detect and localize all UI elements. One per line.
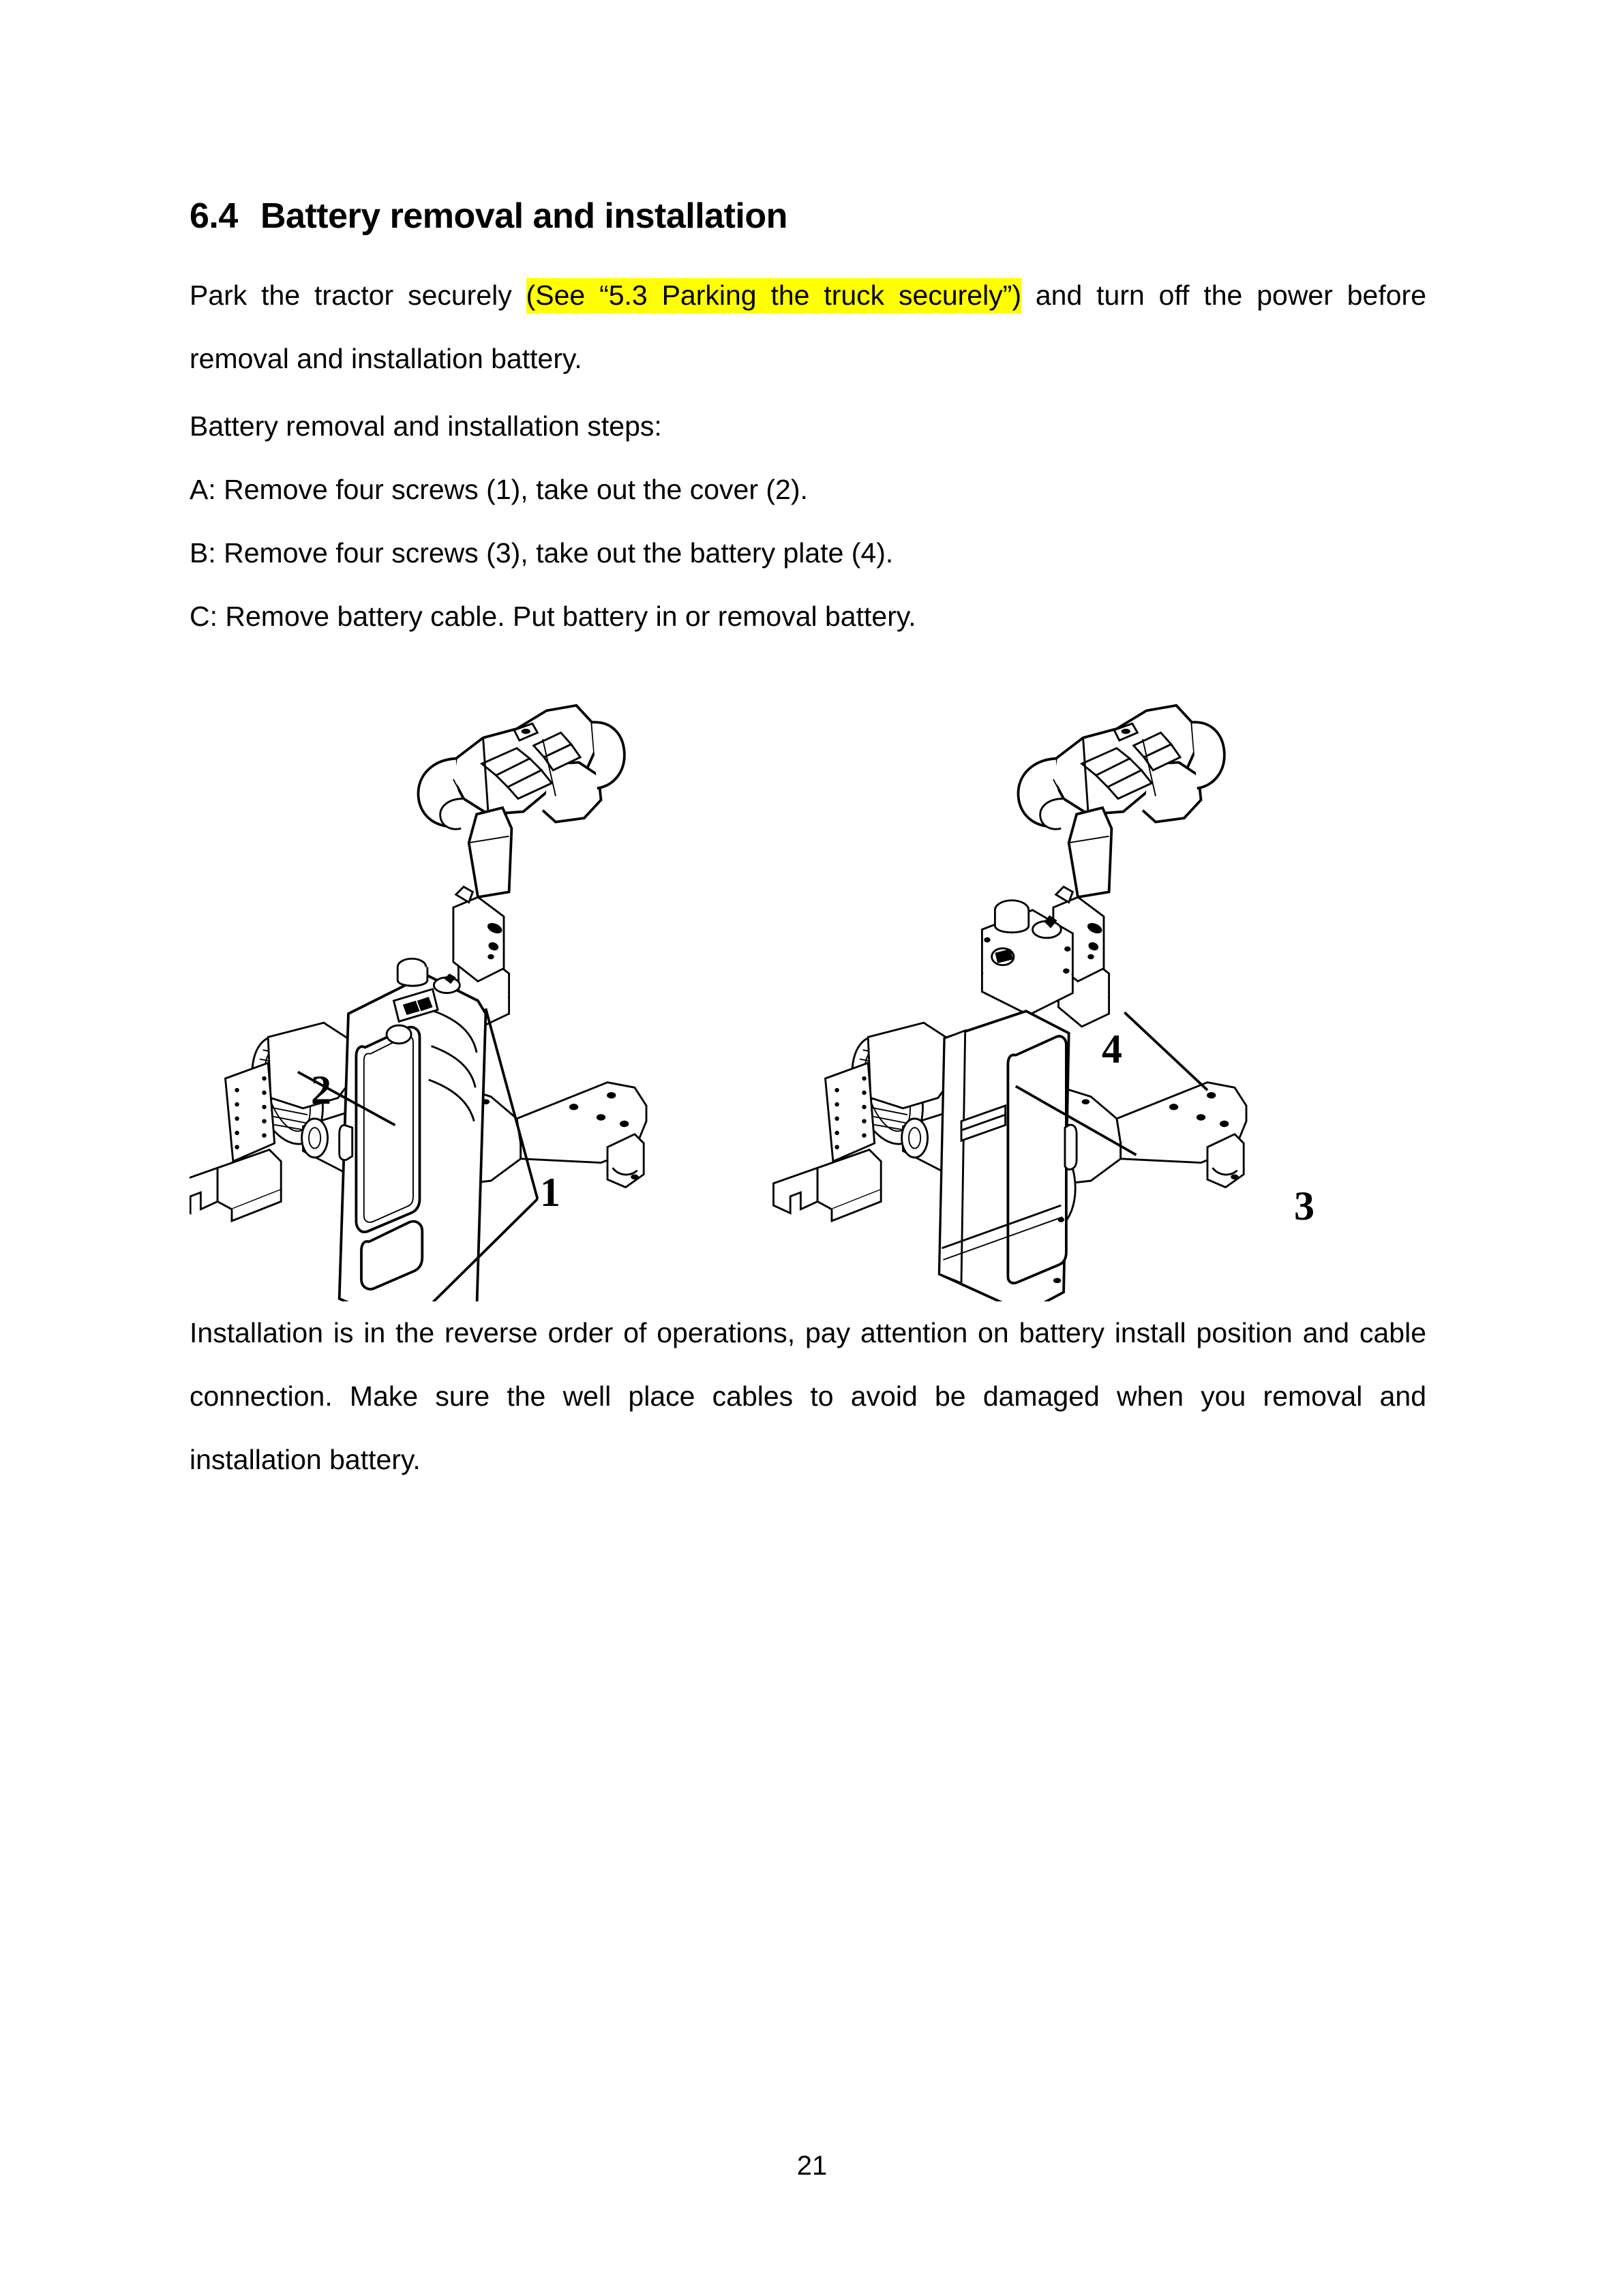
section-number: 6.4: [190, 196, 238, 236]
intro-text-before: Park the tractor securely: [190, 279, 526, 311]
closing-paragraph: Installation is in the reverse order of operations, pay attention on battery install position and cable connection. Make sure the well place cables to avoid be damaged when you removal and installation battery.: [190, 1316, 1426, 1475]
battery-plate-panel: [939, 1011, 1077, 1301]
step-line-c: C: Remove battery cable. Put battery in or removal battery.: [190, 600, 916, 632]
right-tractor-illustration: [774, 705, 1247, 1301]
step-line-a: A: Remove four screws (1), take out the cover (2).: [190, 473, 808, 505]
section-title: Battery removal and installation: [260, 196, 787, 236]
cross-reference-highlight: (See “5.3 Parking the truck securely”): [526, 278, 1021, 314]
section-heading: [190, 198, 1426, 235]
figure-illustration: [190, 661, 1426, 1301]
callout-4-leader: [1124, 1012, 1207, 1090]
callout-label-2: 2: [311, 1067, 331, 1113]
intro-paragraph: [190, 264, 1426, 391]
page-content: [190, 198, 1426, 1492]
page-number-footer: 21: [796, 2151, 828, 2181]
callout-label-3: 3: [1294, 1183, 1314, 1228]
left-tractor-illustration: [190, 705, 646, 1301]
step-line-b: B: Remove four screws (3), take out the battery plate (4).: [190, 537, 894, 569]
body-cover-panel: [340, 958, 486, 1301]
figure-battery-removal: [190, 661, 1426, 1301]
callout-label-4: 4: [1102, 1026, 1122, 1072]
steps-heading: Battery removal and installation steps:: [190, 410, 662, 442]
intro-text-after: and turn off the power before removal and installation battery.: [190, 279, 1426, 374]
callout-label-1: 1: [540, 1169, 560, 1215]
